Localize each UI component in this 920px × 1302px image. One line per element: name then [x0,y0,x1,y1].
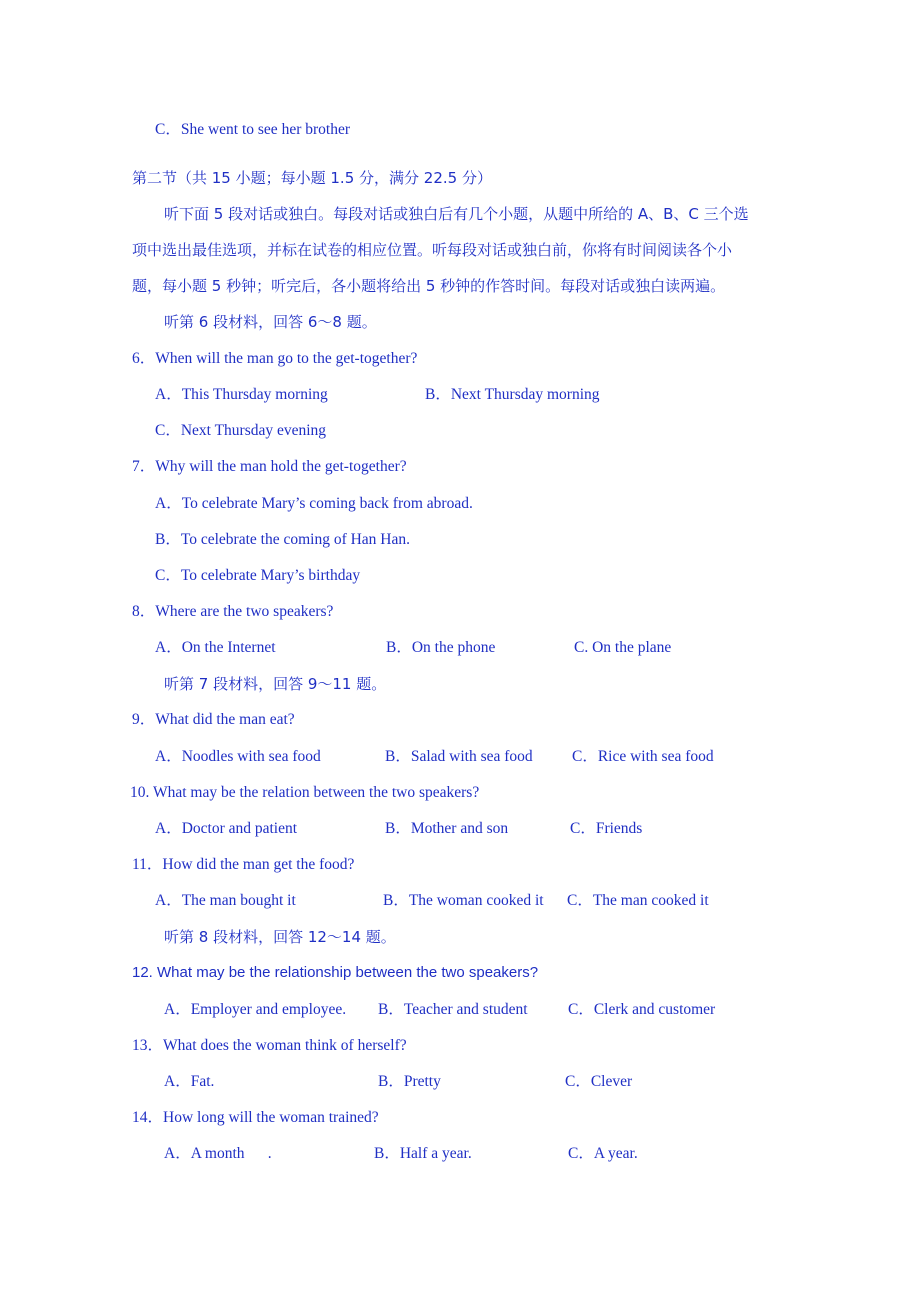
option-c: C．Rice with sea food [572,748,714,765]
option-a: A．A month . [164,1145,272,1162]
question-6: 6．When will the man go to the get-together? [132,350,418,367]
option-a: A．Fat. [164,1073,215,1090]
option-c: C．To celebrate Mary’s birthday [155,567,361,584]
option-c: C．Clerk and customer [568,1001,716,1018]
question-9: 9．What did the man eat? [132,711,295,728]
option-c: C．Friends [570,820,643,837]
option-b: B．To celebrate the coming of Han Han. [155,531,411,548]
option-a: A．Noodles with sea food [155,748,321,765]
question-11: 11．How did the man get the food? [132,856,355,873]
question-8: 8．Where are the two speakers? [132,603,334,620]
instruction-line: 听下面 5 段对话或独白。每段对话或独白后有几个小题，从题中所给的 A、B、C 三个选 [164,205,749,223]
part-intro: 听第 6 段材料，回答 6～8 题。 [164,313,377,331]
option-a: A．Doctor and patient [155,820,298,837]
previous-question-option-c: C．She went to see her brother [155,121,350,138]
option-c: C．Clever [565,1073,633,1090]
option-b: B．The woman cooked it [383,892,544,909]
option-c: C．A year. [568,1145,638,1162]
option-b: B．Teacher and student [378,1001,528,1018]
option-b: B．Half a year. [374,1145,472,1162]
option-b: B．Pretty [378,1073,441,1090]
option-b: B．On the phone [386,639,496,656]
section-title: 第二节（共 15 小题；每小题 1.5 分，满分 22.5 分） [132,169,492,187]
option-a: A．The man bought it [155,892,296,909]
option-c: C．Next Thursday evening [155,422,327,439]
option-b: B．Next Thursday morning [425,386,600,403]
instruction-line: 项中选出最佳选项，并标在试卷的相应位置。听每段对话或独白前，你将有时间阅读各个小 [132,241,733,259]
part-intro: 听第 8 段材料，回答 12～14 题。 [164,928,396,946]
option-c: C. On the plane [574,639,672,656]
option-b: B．Salad with sea food [385,748,533,765]
part-intro: 听第 7 段材料，回答 9～11 题。 [164,675,387,693]
question-13: 13．What does the woman think of herself? [132,1037,407,1054]
instruction-line: 题，每小题 5 秒钟；听完后，各小题将给出 5 秒钟的作答时间。每段对话或独白读两遍。 [132,277,726,295]
question-7: 7．Why will the man hold the get-together? [132,458,407,475]
option-a: A．Employer and employee. [164,1001,347,1018]
question-14: 14．How long will the woman trained? [132,1109,379,1126]
option-a: A．This Thursday morning [155,386,328,403]
question-10: 10. What may be the relation between the two speakers? [130,784,480,801]
option-c: C．The man cooked it [567,892,709,909]
option-b: B．Mother and son [385,820,509,837]
option-a: A．On the Internet [155,639,276,656]
question-12: 12. What may be the relationship between the two speakers? [132,964,539,981]
option-a: A．To celebrate Mary’s coming back from abroad. [155,495,473,512]
